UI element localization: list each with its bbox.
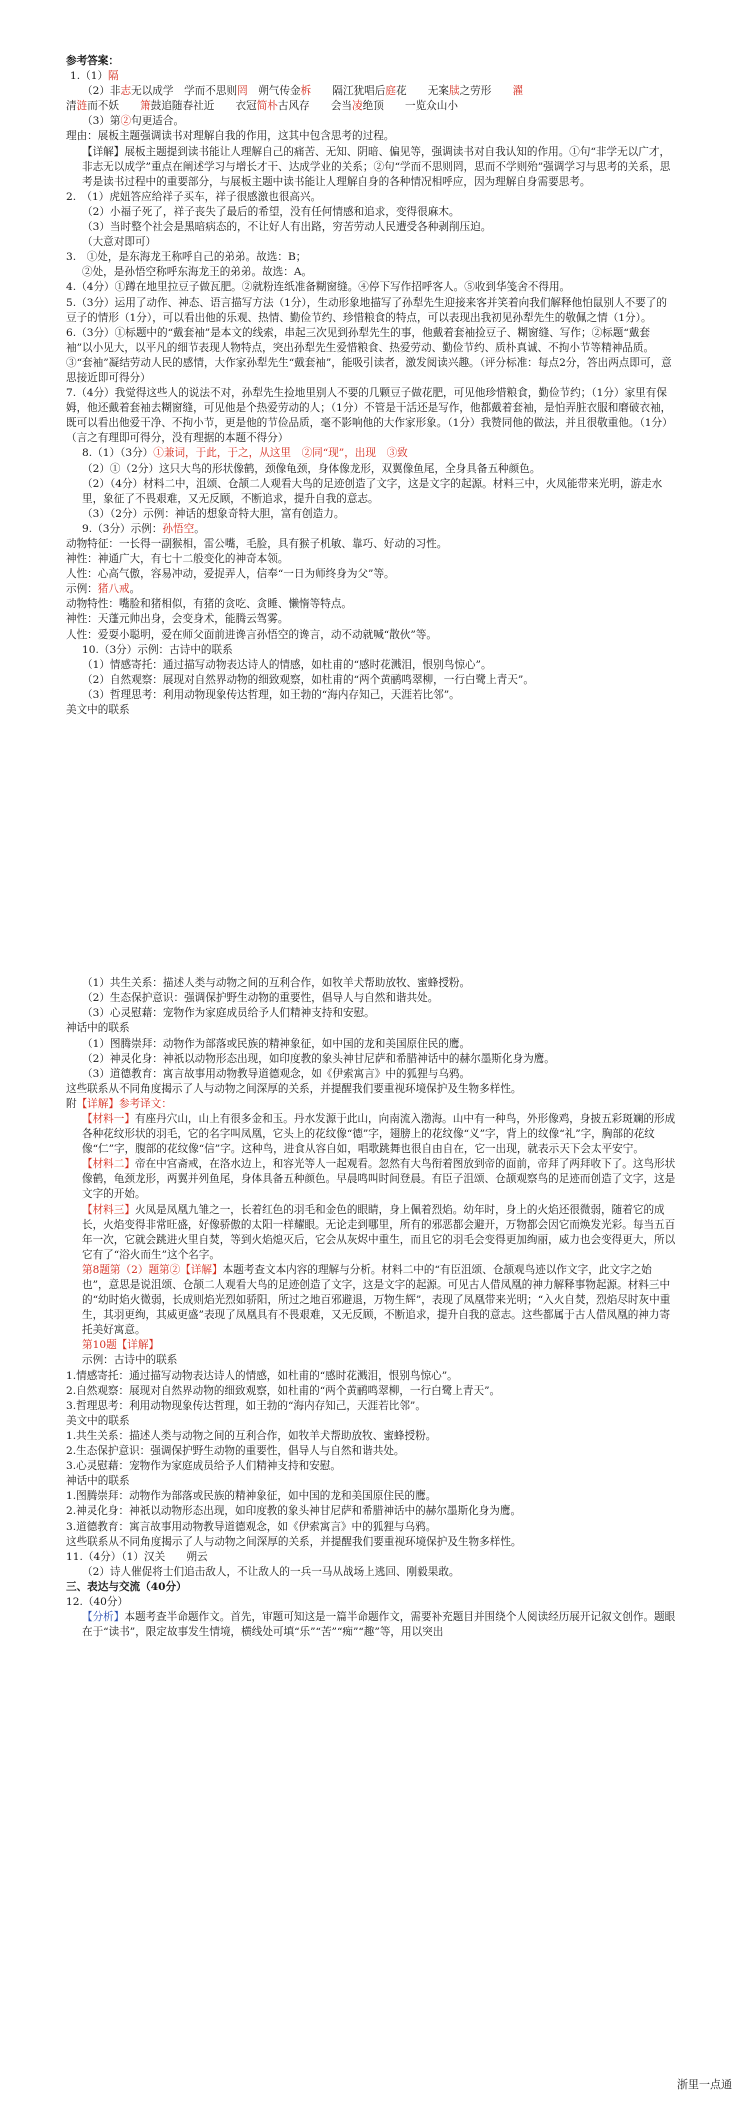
q10-e: 美文中的联系 bbox=[66, 704, 130, 717]
q6: 6.（3分）①标题中的“戴套袖”是本文的线索，串起三次见到孙犁先生的事，他戴着套袖捡豆子、糊窗缝、写作；②标题“戴套袖”以小见大，以平凡的细节表现人物特点，突出孙犁先生爱惜粮食、热爱劳动、勤俭节约、质朴真诚、不拘小节等精神品质。③“套袖”凝结劳动人民的感情，大作家孙犁先生“戴套袖”，能吸引读者，激发阅读兴趣。（评分标准：每点2分，答出两点即可，意思接近即可得分） bbox=[66, 326, 672, 384]
q4: 4.（4分）①蹲在地里拉豆子做瓦肥。②就粉连纸准备糊窗缝。④停下写作招呼客人。⑤收到华笺舍不得用。 bbox=[66, 281, 571, 294]
fu-heading: 附【详解】参考译文： bbox=[66, 1097, 172, 1110]
q8-2b: （2）（4分）材料二中，沮颂、仓颉二人观看大鸟的足迹创造了文字，这是文字的起源。材料三中，火凤能带来光明，游走水里，象征了不畏艰难，又无反顾，不断追求，提升自我的意志。 bbox=[82, 477, 663, 505]
q1-head: 1.（1）隔 bbox=[70, 70, 119, 83]
q3-2: ②处，是孙悟空称呼东海龙王的弟弟。故选：A。 bbox=[82, 266, 313, 279]
d10-k: 2.神灵化身：神祇以动物形态出现，如印度教的象头神甘尼萨和希腊神话中的赫尔墨斯化身为鹰。 bbox=[66, 1505, 522, 1518]
d10-g: 2.生态保护意识：强调保护野生动物的重要性，倡导人与自然和谐共处。 bbox=[66, 1445, 405, 1458]
q1-reason: 理由：展板主题强调读书对理解自我的作用，这其中包含思考的过程。 bbox=[66, 130, 395, 143]
d10-m: 这些联系从不同角度揭示了人与动物之间深厚的关系，并提醒我们要重视环境保护及生物多样性。 bbox=[66, 1535, 522, 1548]
d10-e: 美文中的联系 bbox=[66, 1414, 130, 1427]
d10-l: 3.道德教育：寓言故事用动物教导道德观念，如《伊索寓言》中的狐狸与乌鸦。 bbox=[66, 1520, 437, 1533]
section-3-heading: 三、表达与交流（40分） bbox=[66, 1580, 187, 1593]
q9-b: 动物特征：一长得一副猴相，雷公嘴，毛脸，具有猴子机敏、靠巧、好动的习性。 bbox=[66, 538, 448, 550]
d10-i: 神话中的联系 bbox=[66, 1475, 130, 1488]
q10-a: 10.（3分）示例：古诗中的联系 bbox=[82, 643, 233, 656]
d10-a: 示例：古诗中的联系 bbox=[82, 1354, 178, 1367]
blank-gap bbox=[66, 718, 676, 976]
material-2: 【材料二】帝在中宫斋戒，在洛水边上，和容光等人一起观看。忽然有大鸟衔着图放到帝的面前，帝拜了两拜收下了。这鸟形状像鹤，龟颈龙形，两翼并列鱼尾，身体具备五种颜色。早晨鸣叫时间登晨。有臣子沮颂、仓颉观察鸟的足迹而创造了文字，这是文字的开始。 bbox=[82, 1158, 676, 1201]
q8-1: 8.（1）（3分）①兼词，于此，于之，从这里 ②同“现”，出现 ③致 bbox=[82, 447, 408, 460]
q2-2: （2）小福子死了，祥子丧失了最后的希望，没有任何情感和追求，变得很麻木。 bbox=[82, 205, 460, 218]
q10-m: 这些联系从不同角度揭示了人与动物之间深厚的关系，并提醒我们要重视环境保护及生物多样性。 bbox=[66, 1082, 522, 1095]
q10-h: （3）心灵慰藉：宠物作为家庭成员给予人们精神支持和安慰。 bbox=[82, 1007, 375, 1020]
q11-a: 11.（4分）（1）汉关 朔云 bbox=[66, 1550, 208, 1563]
d10-d: 3.哲理思考：利用动物现象传达哲理，如王勃的“海内存知己，天涯若比邻”。 bbox=[66, 1399, 426, 1412]
doc-title: 参考答案： bbox=[66, 55, 119, 67]
q10-i: 神话中的联系 bbox=[66, 1022, 130, 1035]
d10-j: 1.图腾崇拜：动物作为部落或民族的精神象征，如中国的龙和美国原住民的鹰。 bbox=[66, 1490, 437, 1503]
footer-watermark: 浙里一点通 bbox=[677, 2078, 732, 2091]
q2-1: 2. （1）虎妞答应给祥子买车，祥子很感激也很高兴。 bbox=[66, 190, 322, 203]
q9-g: 神性：天蓬元帅出身，会变身术，能腾云驾雾。 bbox=[66, 613, 289, 626]
q7: 7.（4分）我觉得这些人的说法不对，孙犁先生捡地里别人不要的几颗豆子做花肥，可见他珍惜粮食，勤俭节约；（1分）家里有保姆，他还戴着套袖去糊窗缝，可见他是个热爱劳动的人；（1分）不管是干活还是写作，他都戴着套袖，是怕弄脏衣服和磨破衣袖，既可以看出他爱干净、不拘小节，更是他的节俭品质，毫不影响他的大作家形象。（1分）我赞同他的做法，并且很敬重他。（1分）（言之有理即可得分，没有理据的本题不得分） bbox=[66, 387, 673, 445]
q10-k: （2）神灵化身：神祇以动物形态出现，如印度教的象头神甘尼萨和希腊神话中的赫尔墨斯化身为鹰。 bbox=[82, 1052, 555, 1065]
q2-4: （大意对即可） bbox=[82, 236, 157, 249]
q9-h: 人性：爱耍小聪明，爱在师父面前进谗言孙悟空的谗言，动不动就喊“散伙”等。 bbox=[66, 628, 438, 641]
material-3: 【材料三】火凤是凤凰九雏之一，长着红色的羽毛和金色的眼睛，身上佩着烈焰。幼年时，身上的火焰还很微弱，随着它的成长，火焰变得非常旺盛，好像骄傲的太阳一样耀眼。无论走到哪里，所有的邪恶都会避开，万物都会因它而焕发光彩。每当五百年一次，它就会跳进火里自焚，等到火焰熄灭后，它会从灰烬中重生，而且它的羽毛会变得更加绚丽，威力也会变得更大，所以它有了“浴火而生”这个名字。 bbox=[82, 1203, 676, 1261]
detail-q10-heading: 第10题【详解】 bbox=[82, 1339, 160, 1352]
q10-j: （1）图腾崇拜：动物作为部落或民族的精神象征，如中国的龙和美国原住民的鹰。 bbox=[82, 1037, 471, 1050]
q10-c: （2）自然观察：展现对自然界动物的细致观察，如杜甫的“两个黄鹂鸣翠柳，一行白鹭上青天”。 bbox=[82, 673, 534, 686]
q8-2: （2）①（2分）这只大鸟的形状像鹤，颈像龟颈，身体像龙形，双翼像鱼尾，全身具备五种颜色。 bbox=[82, 462, 541, 475]
q11-b: （2）诗人催促将士们追击敌人，不让敌人的一兵一马从战场上逃回、刚毅果敢。 bbox=[82, 1565, 460, 1578]
answer-key-body bbox=[66, 54, 676, 1640]
q10-l: （3）道德教育：寓言故事用动物教导道德观念，如《伊索寓言》中的狐狸与乌鸦。 bbox=[82, 1067, 471, 1080]
q9-d: 人性：心高气傲，容易冲动，爱捉弄人，信奉“一日为师终身为父”等。 bbox=[66, 568, 395, 581]
q10-b: （1）情感寄托：通过描写动物表达诗人的情感，如杜甫的“感时花溅泪，恨别鸟惊心”。 bbox=[82, 658, 492, 671]
q1-detail: 【详解】展板主题提到读书能让人理解自己的痛苦、无知、阴暗、偏见等，强调读书对自我认知的作用。①句“非学无以广才，非志无以成学”重点在阐述学习与增长才干、达成学业的关系；②句“学而不思则罔，思而不学则殆”强调学习与思考的关系，思考是读书过程中的重要部分，与展板主题中读书能让人理解自身的各种情况相呼应，因为理解自身需要思考。 bbox=[82, 145, 671, 188]
q10-d: （3）哲理思考：利用动物现象传达哲理，如王勃的“海内存知己，天涯若比邻”。 bbox=[82, 688, 460, 701]
q10-g: （2）生态保护意识：强调保护野生动物的重要性，倡导人与自然和谐共处。 bbox=[82, 992, 439, 1005]
q1-part2: （2）非志无以成学 学而不思则罔 朔气传金柝 隔江犹唱后庭花 无案牍之劳形 濯 bbox=[82, 85, 524, 98]
q1-part2-cont: 清涟而不妖 箫鼓追随春社近 衣冠简朴古风存 会当凌绝顶 一览众山小 bbox=[66, 100, 458, 113]
q9-c: 神性：神通广大，有七十二般变化的神奇本领。 bbox=[66, 553, 289, 566]
q9-a: 9.（3分）示例：孙悟空。 bbox=[82, 522, 205, 535]
q2-3: （3）当时整个社会是黑暗病态的，不让好人有出路，穷苦劳动人民遭受各种剥削压迫。 bbox=[82, 221, 492, 234]
q10-f: （1）共生关系：描述人类与动物之间的互利合作，如牧羊犬帮助放牧、蜜蜂授粉。 bbox=[82, 977, 471, 990]
q8-3: （3）（2分）示例：神话的想象奇特大胆，富有创造力。 bbox=[82, 507, 345, 520]
q3-1: 3. ①处，是东海龙王称呼自己的弟弟。故选：B； bbox=[66, 251, 307, 264]
d10-f: 1.共生关系：描述人类与动物之间的互利合作，如牧羊犬帮助放牧、蜜蜂授粉。 bbox=[66, 1429, 437, 1442]
d10-h: 3.心灵慰藉：宠物作为家庭成员给予人们精神支持和安慰。 bbox=[66, 1460, 341, 1473]
q1-part3: （3）第②句更适合。 bbox=[82, 115, 185, 128]
d10-c: 2.自然观察：展现对自然界动物的细致观察，如杜甫的“两个黄鹂鸣翠柳，一行白鹭上青天”。 bbox=[66, 1384, 501, 1397]
q12: 12.（40分） bbox=[66, 1595, 129, 1608]
q12-analysis: 【分析】本题考查半命题作文。首先，审题可知这是一篇半命题作文，需要补充题目并围绕个人阅读经历展开记叙文创作。题眼在于“读书”，限定故事发生情境，横线处可填“乐”“苦”“痴”“趣”等，用以突出 bbox=[82, 1611, 676, 1639]
q9-f: 动物特性：嘴脸和猪相似，有猪的贪吃、贪睡、懒惰等特点。 bbox=[66, 598, 353, 611]
q5: 5.（3分）运用了动作、神态、语言描写方法（1分），生动形象地描写了孙犁先生迎接来客并笑着向我们解释他怕鼠别人不要了的豆子的情形（1分），可以看出他的乐观、热情、勤俭节约、珍惜粮食的特点，可以表现出我初见孙犁先生的敬佩之情（1分）。 bbox=[66, 296, 667, 324]
detail-q8: 第8题第（2）题第②【详解】本题考查文本内容的理解与分析。材料二中的“有臣沮颂、仓颉观鸟迹以作文字，此文字之始也”，意思是说沮颂、仓颉二人观看大鸟的足迹创造了文字，这是文字的起源。可见古人借凤凰的神力解释事物起源。材料三中的“幼时焰火微弱，长成则焰光烈如骄阳，所过之地百邪避退，万物生辉”，表现了凤凰带来光明；“入火自焚，烈焰尽时灰中重生，其羽更绚，其威更盛”表现了凤凰具有不畏艰难，又无反顾，不断追求，提升自我的意志。这些都属于古人借凤凰的神力寄托美好寓意。 bbox=[82, 1263, 671, 1337]
d10-b: 1.情感寄托：通过描写动物表达诗人的情感，如杜甫的“感时花溅泪，恨别鸟惊心”。 bbox=[66, 1369, 458, 1382]
q9-e: 示例：猪八戒。 bbox=[66, 583, 141, 596]
material-1: 【材料一】有座丹穴山，山上有很多金和玉。丹水发源于此山，向南流入渤海。山中有一种鸟，外形像鸡，身披五彩斑斓的形成各种花纹形状的羽毛，它的名字叫凤凰，它头上的花纹像“德”字，翅膀上的花纹像“义”字，背上的纹像“礼”字，胸部的花纹像“仁”字，腹部的花纹像“信”字。这种鸟，进食从容自如，唱歌跳舞也很自由自在，它一出现，就表示天下会太平安宁。 bbox=[82, 1112, 676, 1156]
